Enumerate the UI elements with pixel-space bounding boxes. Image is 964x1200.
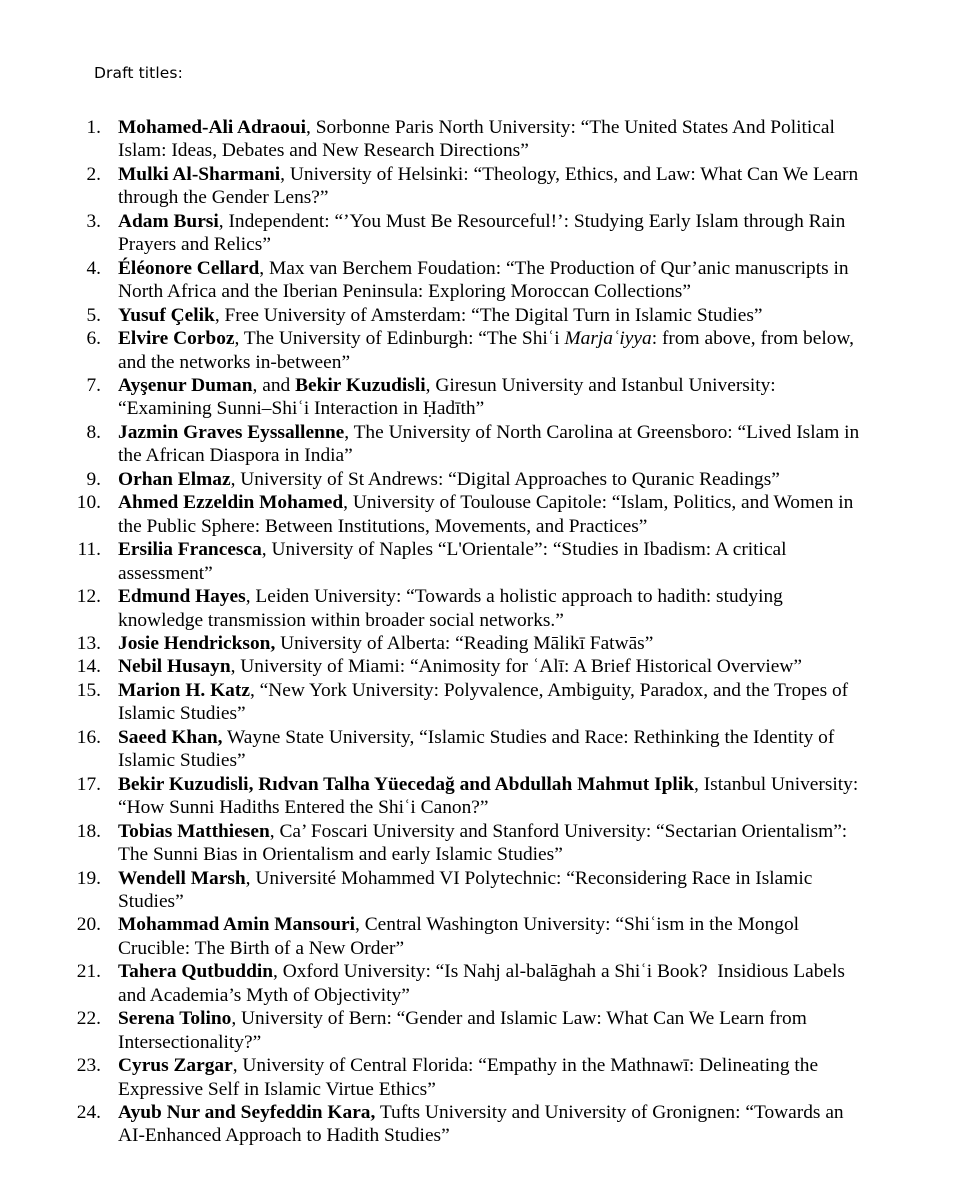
item-text: University of Alberta: “Reading Mālikī Fatwās” [275, 632, 654, 654]
item-text: , “New York University: Polyvalence, Ambiguity, Paradox, and the Tropes of Islamic Studies” [118, 679, 849, 725]
item-number: 7. [86, 374, 101, 396]
list-item [0, 913, 964, 960]
item-text: , Free University of Amsterdam: “The Digital Turn in Islamic Studies” [214, 304, 763, 326]
author-name: Ayşenur Duman [118, 374, 253, 396]
item-text: , The University of Edinburgh: “The Shiʿi [234, 328, 565, 350]
item-number: 18. [76, 820, 101, 842]
item-number: 3. [86, 210, 101, 232]
item-number: 15. [76, 679, 101, 701]
item-number: 10. [76, 492, 101, 514]
item-text: , University of Helsinki: “Theology, Ethics, and Law: What Can We Learn through the Gender Lens?” [118, 163, 859, 209]
item-text: , Sorbonne Paris North University: “The United States And Political Islam: Ideas, Debates and New Research Directions” [118, 117, 835, 162]
item-number: 13. [76, 632, 101, 654]
item-text: , The University of North Carolina at Greensboro: “Lived Islam in the African Diaspora in India” [118, 421, 860, 467]
item-number: 24. [76, 1102, 101, 1124]
list-item [0, 374, 964, 421]
list-item [0, 304, 964, 327]
item-number: 5. [86, 304, 101, 326]
item-text: , University of Bern: “Gender and Islamic Law: What Can We Learn from Intersectionality?” [118, 1008, 807, 1053]
author-name: Saeed Khan, [118, 726, 223, 748]
italic-term: Marjaʿiyya [564, 328, 652, 350]
item-number: 14. [76, 656, 101, 678]
author-name: Tobias Matthiesen [118, 820, 270, 842]
list-item [0, 538, 964, 585]
item-number: 23. [76, 1055, 101, 1077]
item-number: 19. [76, 867, 101, 889]
list-item [0, 116, 964, 163]
author-name: Mohamed-Ali Adraoui [118, 117, 306, 138]
item-number: 8. [86, 421, 101, 443]
item-text-continued: , Giresun University and Istanbul University: “Examining Sunni–Shiʿi Interaction in Ḥadīth” [118, 374, 776, 420]
author-name: Bekir Kuzudisli, Rıdvan Talha Yüecedağ and Abdullah Mahmut Iplik [118, 773, 694, 795]
list-item [0, 867, 964, 914]
author-name: Marion H. Katz [118, 679, 250, 701]
list-item [0, 1007, 964, 1054]
author-name: Orhan Elmaz [118, 468, 231, 490]
item-number: 9. [86, 468, 101, 490]
list-item [0, 257, 964, 304]
item-text: Wayne State University, “Islamic Studies and Race: Rethinking the Identity of Islamic Studies” [118, 726, 835, 772]
list-item [0, 585, 964, 632]
author-name: Éléonore Cellard [118, 257, 260, 279]
list-item [0, 468, 964, 491]
author-name: Cyrus Zargar [118, 1055, 233, 1077]
item-text: , Leiden University: “Towards a holistic approach to hadith: studying knowledge transmission within broader social networks.” [118, 586, 783, 631]
author-name: Wendell Marsh [118, 867, 246, 889]
titles-list [0, 116, 964, 1148]
item-text: , Oxford University: “Is Nahj al-balāghah a Shiʿi Book? Insidious Labels and Academia’s Myth of Objectivity” [118, 961, 845, 1006]
author-name: Elvire Corboz [118, 328, 235, 350]
list-item [0, 726, 964, 773]
item-text: , Central Washington University: “Shiʿism in the Mongol Crucible: The Birth of a New Order” [118, 914, 800, 959]
item-text: , Max van Berchem Foudation: “The Production of Qur’anic manuscripts in North Africa and the Iberian Peninsula: Exploring Moroccan Collections” [118, 257, 849, 303]
page-heading: Draft titles: [94, 64, 183, 82]
item-number: 20. [76, 914, 101, 936]
item-number: 11. [77, 539, 101, 561]
author-name: Yusuf Çelik [118, 304, 215, 326]
item-text: , University of Miami: “Animosity for ʿAlī: A Brief Historical Overview” [230, 656, 802, 678]
author-name: Serena Tolino [118, 1008, 232, 1030]
list-item [0, 491, 964, 538]
item-text: , University of St Andrews: “Digital Approaches to Quranic Readings” [230, 468, 780, 490]
item-text: , University of Central Florida: “Empathy in the Mathnawī: Delineating the Expressive Self in Islamic Virtue Ethics” [118, 1055, 819, 1100]
author-name: Adam Bursi [118, 210, 219, 232]
author-name: Josie Hendrickson, [118, 632, 276, 654]
item-text: , Université Mohammed VI Polytechnic: “Reconsidering Race in Islamic Studies” [118, 867, 813, 912]
item-text: , Ca’ Foscari University and Stanford University: “Sectarian Orientalism”: The Sunni Bias in Orientalism and early Islamic Studies” [118, 820, 848, 866]
author-name: Ersilia Francesca [118, 539, 262, 561]
list-item [0, 960, 964, 1007]
item-number: 2. [86, 163, 101, 185]
item-text: , and [252, 374, 296, 396]
author-name: Ahmed Ezzeldin Mohamed [118, 492, 344, 514]
item-text: , University of Naples “L'Orientale”: “Studies in Ibadism: A critical assessment” [118, 539, 787, 584]
author-name: Jazmin Graves Eyssallenne [118, 421, 345, 443]
list-item [0, 773, 964, 820]
list-item [0, 679, 964, 726]
list-item [0, 1054, 964, 1101]
author-name: Edmund Hayes [118, 586, 246, 608]
author-name: Nebil Husayn [118, 656, 231, 678]
author-name: Mulki Al-Sharmani [118, 163, 281, 185]
list-item [0, 632, 964, 655]
item-text: , Istanbul University: “How Sunni Hadiths Entered the Shiʿi Canon?” [118, 773, 859, 819]
list-item [0, 655, 964, 678]
item-number: 22. [76, 1008, 101, 1030]
list-item [0, 421, 964, 468]
item-number: 16. [76, 726, 101, 748]
item-text: , University of Toulouse Capitole: “Islam, Politics, and Women in the Public Sphere: Between Institutions, Movements, and Practices” [118, 492, 854, 537]
list-item [0, 327, 964, 374]
list-item [0, 210, 964, 257]
item-number: 4. [86, 257, 101, 279]
item-number: 12. [76, 586, 101, 608]
author-name: Mohammad Amin Mansouri [118, 914, 356, 936]
item-number: 21. [76, 961, 101, 983]
item-text: , Independent: “’You Must Be Resourceful!’: Studying Early Islam through Rain Prayers and Relics” [118, 210, 846, 256]
list-item [0, 1101, 964, 1148]
item-text: Tufts University and University of Gronignen: “Towards an AI-Enhanced Approach to Hadith Studies” [118, 1102, 844, 1147]
author-name: Ayub Nur and Seyfeddin Kara, [118, 1102, 376, 1124]
second-author-name: Bekir Kuzudisli [295, 374, 426, 396]
item-number: 6. [86, 328, 101, 350]
item-text-continued: : from above, from below, and the networks in-between” [118, 328, 854, 373]
list-item [0, 820, 964, 867]
list-item [0, 163, 964, 210]
item-number: 1. [86, 117, 101, 138]
item-number: 17. [76, 773, 101, 795]
author-name: Tahera Qutbuddin [118, 961, 274, 983]
